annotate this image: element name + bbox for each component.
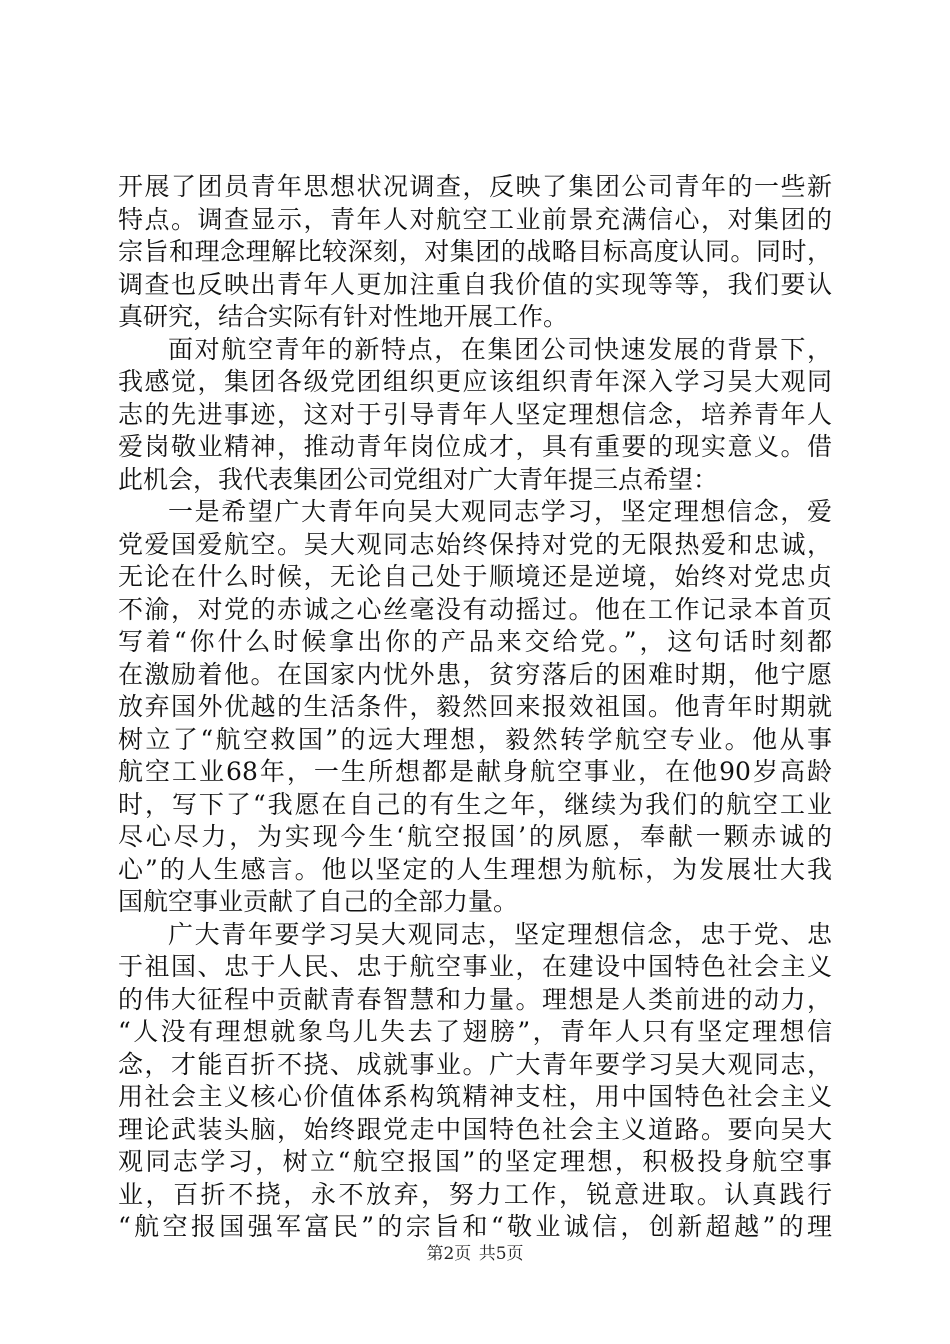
text-line: 面对航空青年的新特点，在集团公司快速发展的背景下，	[168, 334, 832, 364]
text-line: 理论武装头脑，始终跟党走中国特色社会主义道路。要向吴大	[118, 1114, 832, 1144]
text-line: 树立了“航空救国”的远大理想，毅然转学航空专业。他从事	[118, 724, 832, 754]
text-line: 心”的人生感言。他以坚定的人生理想为航标，为发展壮大我	[118, 854, 832, 884]
text-line: 宗旨和理念理解比较深刻，对集团的战略目标高度认同。同时，	[118, 237, 832, 266]
text-line: 于祖国、忠于人民、忠于航空事业，在建设中国特色社会主义	[118, 952, 832, 981]
text-line: 的伟大征程中贡献青春智慧和力量。理想是人类前进的动力，	[118, 984, 832, 1014]
text-line: 志的先进事迹，这对于引导青年人坚定理想信念，培养青年人	[118, 399, 832, 429]
text-line: 放弃国外优越的生活条件，毅然回来报效祖国。他青年时期就	[118, 692, 832, 721]
text-line: 我感觉，集团各级党团组织更应该组织青年深入学习吴大观同	[118, 367, 832, 396]
text-line: “航空报国强军富民”的宗旨和“敬业诚信，创新超越”的理	[118, 1212, 832, 1241]
page-footer: 第2页 共5页	[426, 1244, 524, 1264]
text-line: 开展了团员青年思想状况调查，反映了集团公司青年的一些新	[118, 172, 832, 201]
text-line: 调查也反映出青年人更加注重自我价值的实现等等，我们要认	[118, 269, 832, 299]
text-line: 观同志学习，树立“航空报国”的坚定理想，积极投身航空事	[118, 1147, 832, 1176]
text-line: 不渝，对党的赤诚之心丝毫没有动摇过。他在工作记录本首页	[118, 594, 832, 624]
text-line: 一是希望广大青年向吴大观同志学习，坚定理想信念，爱	[168, 497, 832, 526]
text-line: 用社会主义核心价值体系构筑精神支柱，用中国特色社会主义	[118, 1082, 832, 1111]
text-line: 党爱国爱航空。吴大观同志始终保持对党的无限热爱和忠诚，	[118, 529, 832, 559]
text-line: 此机会，我代表集团公司党组对广大青年提三点希望：	[118, 464, 719, 494]
text-line: 爱岗敬业精神，推动青年岗位成才，具有重要的现实意义。借	[118, 432, 832, 461]
text-line: 尽心尽力，为实现今生‘航空报国’的夙愿，奉献一颗赤诚的	[118, 822, 832, 851]
text-line: 真研究，结合实际有针对性地开展工作。	[118, 302, 569, 331]
text-line: 时，写下了“我愿在自己的有生之年，继续为我们的航空工业	[118, 789, 832, 819]
text-line: 航空工业68年，一生所想都是献身航空事业，在他90岁高龄	[118, 757, 832, 786]
text-line: “人没有理想就象鸟儿失去了翅膀”，青年人只有坚定理想信	[118, 1017, 832, 1046]
body-text	[118, 171, 832, 1244]
text-line: 业，百折不挠，永不放弃，努力工作，锐意进取。认真践行	[118, 1179, 832, 1209]
text-line: 无论在什么时候，无论自己处于顺境还是逆境，始终对党忠贞	[118, 562, 832, 591]
text-line: 写着“你什么时候拿出你的产品来交给党。”，这句话时刻都	[118, 627, 832, 656]
text-line: 念，才能百折不挠、成就事业。广大青年要学习吴大观同志，	[118, 1049, 832, 1079]
text-line: 国航空事业贡献了自己的全部力量。	[118, 887, 519, 916]
text-line: 特点。调查显示，青年人对航空工业前景充满信心，对集团的	[118, 204, 832, 234]
text-line: 在激励着他。在国家内忧外患，贫穷落后的困难时期，他宁愿	[118, 659, 832, 689]
text-line: 广大青年要学习吴大观同志，坚定理想信念，忠于党、忠	[168, 919, 832, 949]
